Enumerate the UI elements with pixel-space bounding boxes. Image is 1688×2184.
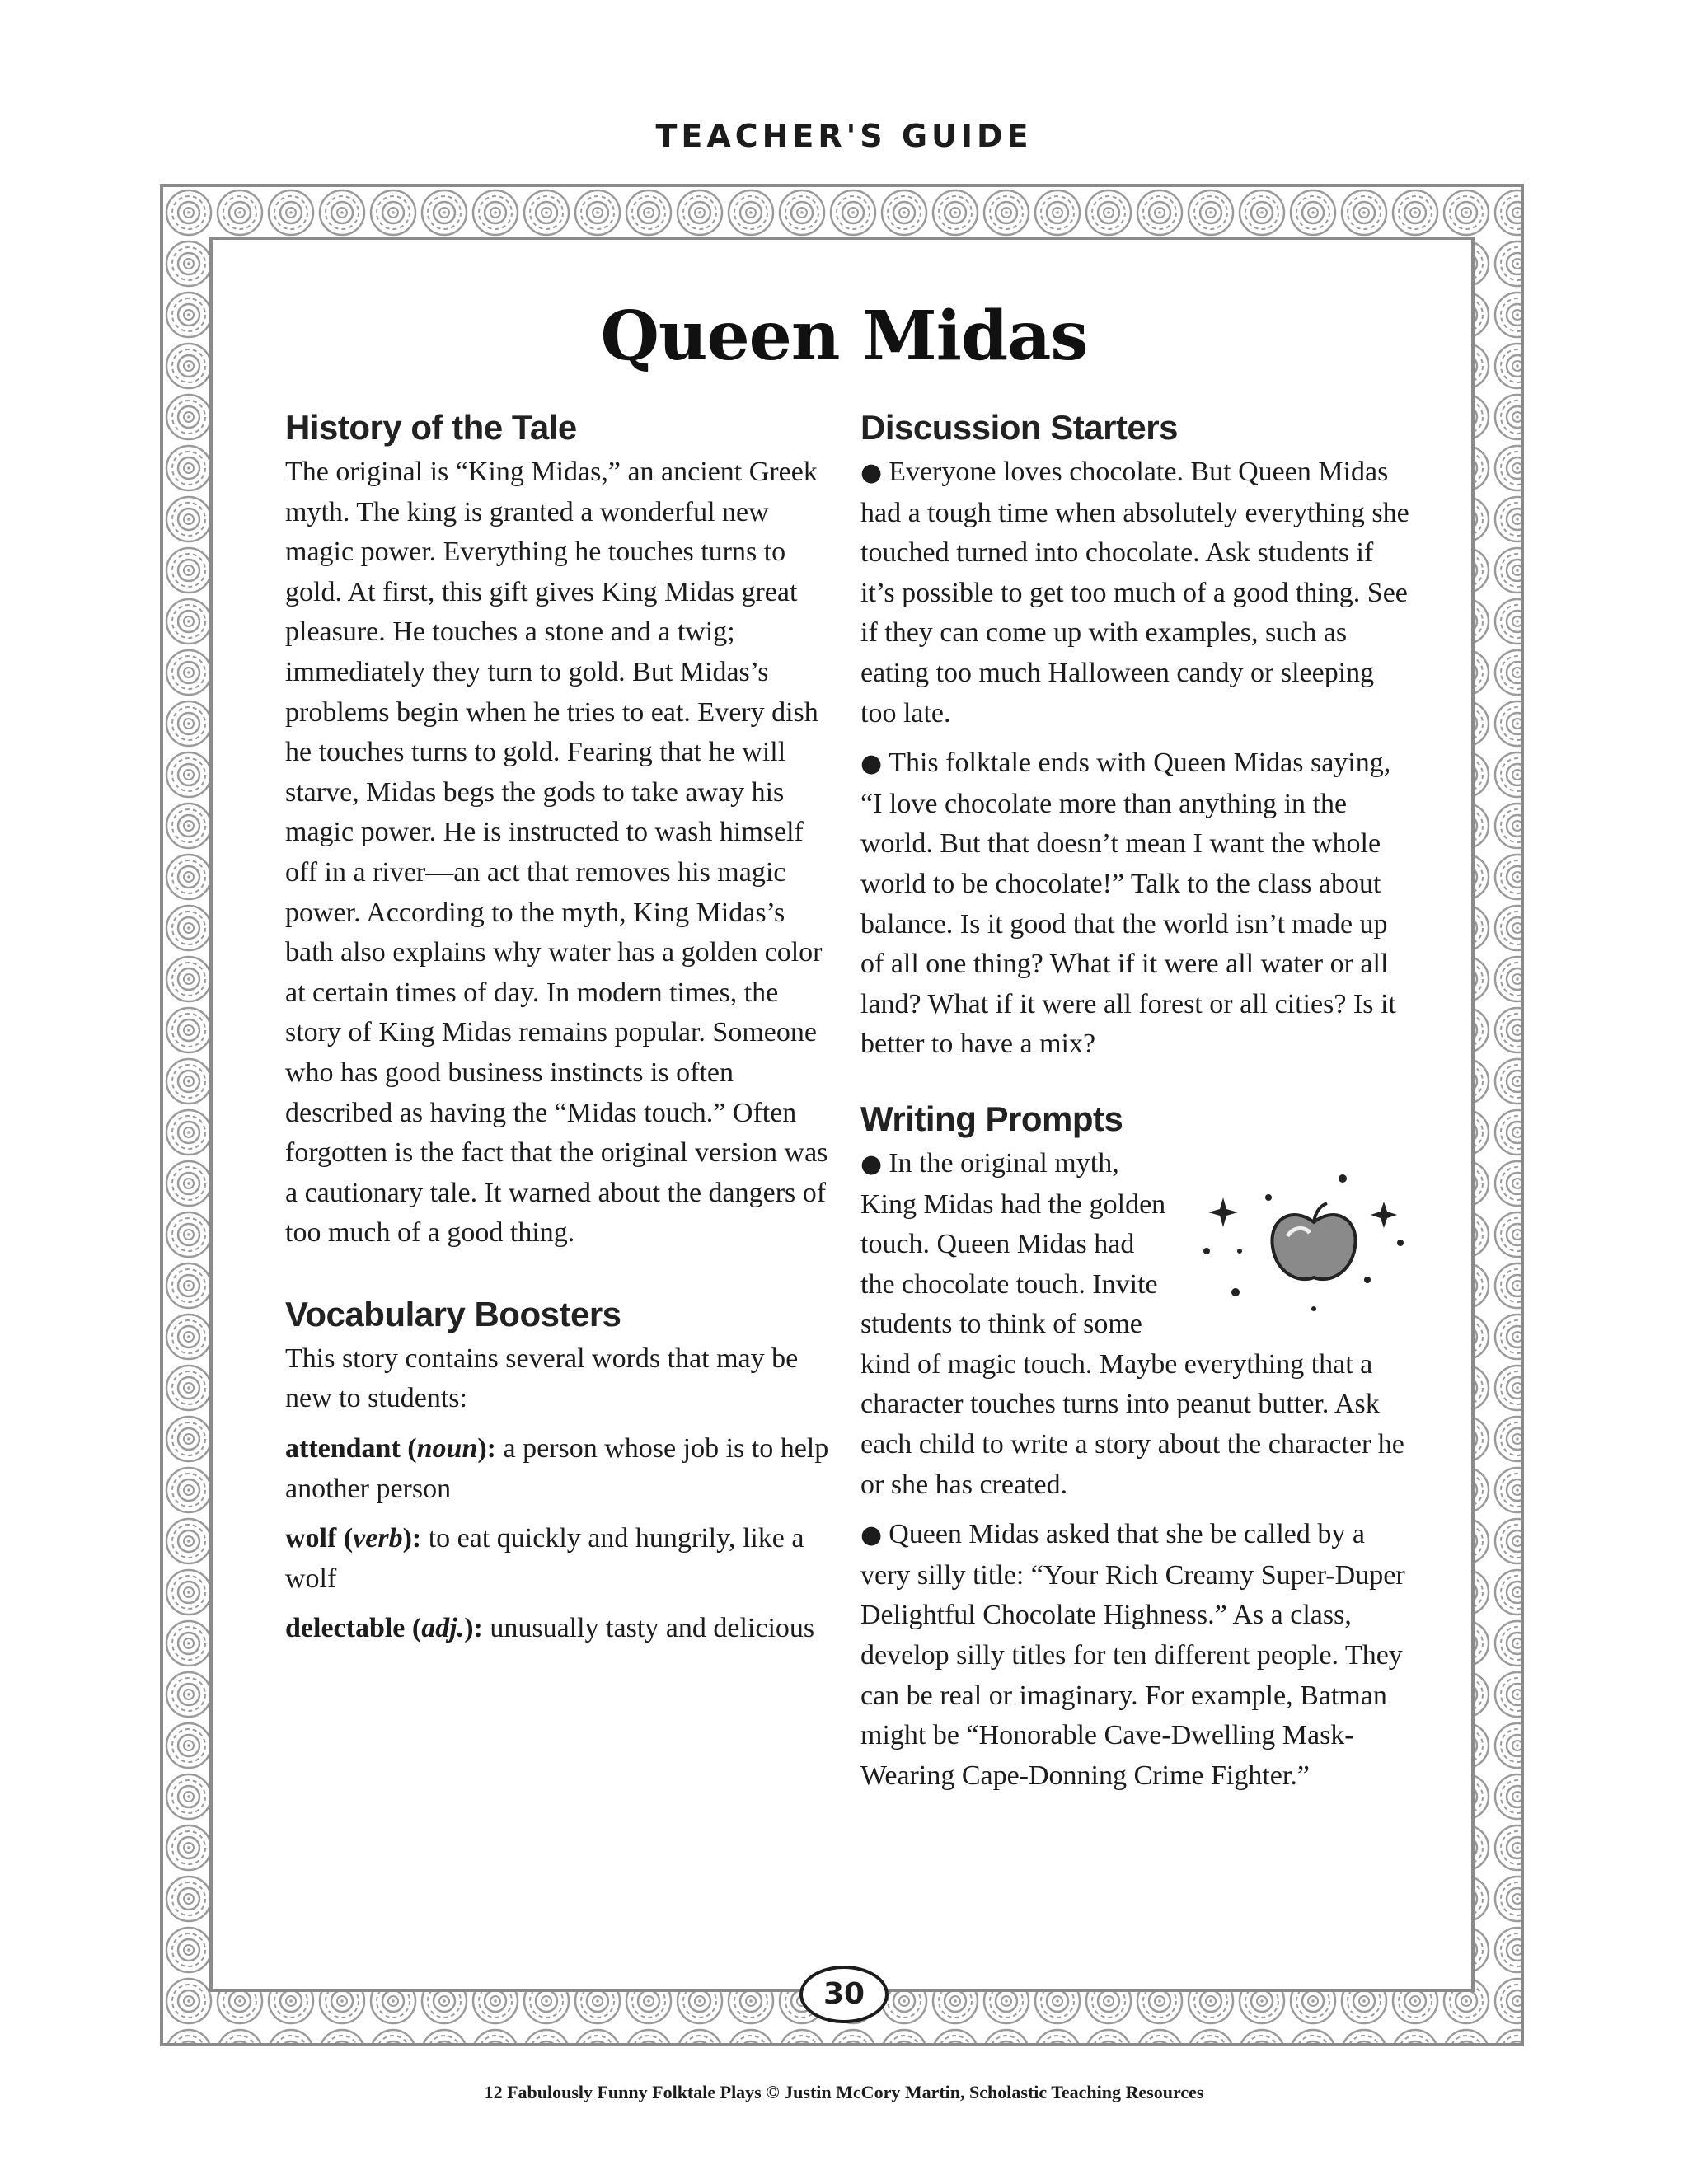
writing-heading: Writing Prompts [860, 1099, 1123, 1138]
discussion-heading: Discussion Starters [860, 408, 1178, 447]
bullet-icon: ● [860, 458, 883, 487]
writing-section [860, 1099, 1413, 1797]
vocabulary-entry: attendant (noun): a person whose job is to help another person [285, 1433, 829, 1504]
history-text: The original is “King Midas,” an ancient Greek myth. The king is granted a wonderful new magic power. Everything he touches turns to gold. At first, this gift gives King Midas great pleasure. He touches a stone and a twig; immediately they turn to gold. But Midas’s problems begin when he tries to eat. Every dish he touches turns to gold. Fearing that he will starve, Midas begs the gods to take away his magic power. He is instructed to wash himself off in a river—an act that removes his magic power. According to the myth, King Midas’s bath also explains why water has a golden color at certain times of day. In modern times, the story of King Midas remains popular. Someone who has good business instincts is often described as having the “Midas touch.” Often forgotten is the fact that the original version was a cautionary tale. It warned about the dangers of too much of a good thing. [285, 457, 828, 1249]
writing-item: ● In the original myth, King Midas had the golden touch. Queen Midas had the chocolate touch. Invite students to think of some kind of magic touch. Maybe everything that a character touches turns into peanut butter. Ask each child to write a story about the character he or she has created. [860, 1144, 1413, 1505]
writing-item: ● Queen Midas asked that she be called by a very silly title: “Your Rich Creamy Super-Duper Delightful Chocolate Highness.” As a class, develop silly titles for ten different people. They can be real or imaginary. For example, Batman might be “Honorable Cave-Dwelling Mask-Wearing Cape-Donning Crime Fighter.” [860, 1519, 1405, 1791]
vocab-part-of-speech: adj. [421, 1613, 465, 1644]
vocab-definition: a person whose job is to help another person [285, 1433, 829, 1504]
discussion-item: ● Everyone loves chocolate. But Queen Midas had a tough time when absolutely everything she touched turned into chocolate. Ask students if it’s possible to get too much of a good thing. See if they can come up with examples, such as eating too much Halloween candy or sleeping too late. [860, 457, 1409, 729]
discussion-section [860, 408, 1413, 1065]
page-title: Queen Midas [600, 297, 1088, 376]
vocab-definition: to eat quickly and hungrily, like a wolf [285, 1523, 804, 1594]
vocab-definition: unusually tasty and delicious [490, 1613, 815, 1644]
discussion-item: ● This folktale ends with Queen Midas saying, “I love chocolate more than anything in the world. But that doesn’t mean I want the whole world to be chocolate!” Talk to the class about balance. Is it good that the world isn’t made up of all one thing? What if it were all water or all land? What if it were all forest or all cities? Is it better to have a mix? [860, 748, 1396, 1060]
vocab-part-of-speech: verb [353, 1523, 403, 1554]
history-section [285, 408, 829, 1254]
bullet-icon: ● [860, 1521, 883, 1550]
vocab-term: delectable [285, 1613, 406, 1644]
vocab-part-of-speech: noun [416, 1433, 478, 1465]
vocabulary-list [285, 1429, 829, 1649]
bullet-icon: ● [860, 1149, 883, 1179]
vocabulary-intro: This story contains several words that may be new to students: [285, 1343, 799, 1414]
page-number: 30 [799, 1966, 889, 2023]
vocab-term: wolf [285, 1523, 337, 1554]
history-heading: History of the Tale [285, 408, 577, 447]
vocabulary-heading: Vocabulary Boosters [285, 1294, 621, 1333]
left-column [285, 408, 829, 1649]
sparkling-apple-icon [1190, 1160, 1437, 1325]
right-column [860, 408, 1413, 1806]
bullet-icon: ● [860, 749, 883, 779]
vocabulary-entry: wolf (verb): to eat quickly and hungrily, like a wolf [285, 1523, 804, 1594]
vocabulary-entry: delectable (adj.): unusually tasty and delicious [285, 1613, 815, 1644]
vocab-term: attendant [285, 1433, 401, 1465]
teachers-guide-header: TEACHER'S GUIDE [655, 118, 1033, 154]
vocabulary-section [285, 1295, 829, 1649]
copyright-footer: 12 Fabulously Funny Folktale Plays © Justin McCory Martin, Scholastic Teaching Resources [484, 2082, 1204, 2102]
